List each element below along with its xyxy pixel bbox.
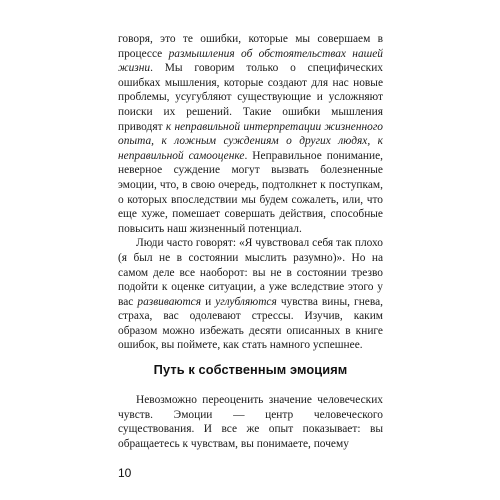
paragraph xyxy=(118,236,383,353)
section-heading: Путь к собственным эмоциям xyxy=(153,362,348,377)
text-run: Люди часто говорят: «Я чувствовал себя так плохо (я был не в состоянии мыслить разумно)». Но на самом деле все наоборот: вы не в состоянии трезво подойти к оценке ситуации, а уже вследствие этого у вас xyxy=(118,237,383,308)
emphasis-text: к неправильной интерпретации жизненного опыта, к ложным суждениям о других людях, к неправильной самооценке xyxy=(118,120,383,162)
text-run: и xyxy=(201,295,216,308)
text-run: говоря, это те ошибки, которые мы совершаем в процессе xyxy=(118,33,383,60)
text-run: . Неправильное понимание, неверное суждение могут вызвать болезненные эмоции, что, в свою очередь, подтолкнет к поступкам, о которых впоследствии мы будем сожалеть, или, что еще хуже, помешает совершать действия, способные повысить наш жизненный потенциал. xyxy=(118,149,384,235)
emphasis-text: развиваются xyxy=(137,295,202,308)
page-number: 10 xyxy=(118,466,132,480)
body-text-2 xyxy=(118,393,383,451)
text-run: чувства вины, гнева, страха, вас одолевают стрессы. Изучив, каким образом можно избежать десяти описанных в книге ошибок, вы поймете, как стать намного успешнее. xyxy=(118,295,383,352)
body-text xyxy=(118,32,383,353)
emphasis-text: углубляются xyxy=(215,295,277,308)
paragraph-continued xyxy=(118,32,383,236)
paragraph: Невозможно переоценить значение человеческих чувств. Эмоции — центр человеческого существования. И все же опыт показывает: вы обращаетесь к чувствам, вы понимаете, почему xyxy=(118,394,383,450)
text-run: . Мы говорим только о специфических ошибках мышления, которые создают для нас новые проблемы, усугубляют существующие и усложняют поиски их решений. Такие ошибки мышления приводят xyxy=(118,62,383,133)
emphasis-text: размышления об обстоятельствах нашей жизни xyxy=(118,47,384,75)
